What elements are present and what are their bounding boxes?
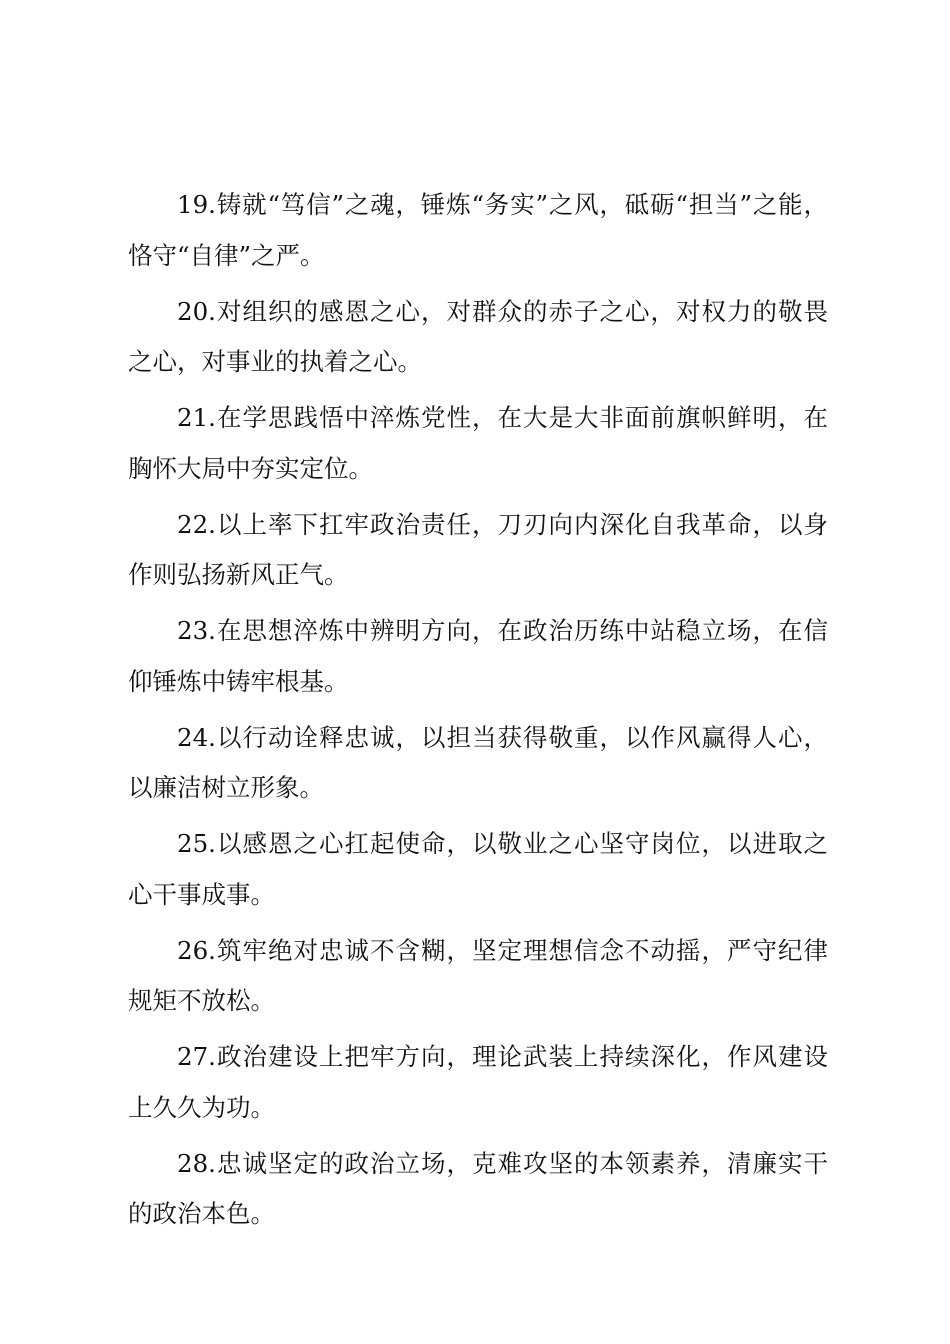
paragraph-21: 21.在学思践悟中淬炼党性，在大是大非面前旗帜鲜明，在胸怀大局中夯实定位。 [128, 403, 828, 483]
paragraph-25: 25.以感恩之心扛起使命，以敬业之心坚守岗位，以进取之心干事成事。 [128, 829, 828, 909]
paragraph-24: 24.以行动诠释忠诚，以担当获得敬重，以作风赢得人心，以廉洁树立形象。 [128, 722, 828, 802]
paragraph-20: 20.对组织的感恩之心，对群众的赤子之心，对权力的敬畏之心，对事业的执着之心。 [128, 296, 828, 376]
paragraph-19: 19.铸就“笃信”之魂，锤炼“务实”之风，砥砺“担当”之能，恪守“自律”之严。 [128, 190, 828, 270]
paragraph-23: 23.在思想淬炼中辨明方向，在政治历练中站稳立场，在信仰锤炼中铸牢根基。 [128, 616, 828, 696]
paragraph-26: 26.筑牢绝对忠诚不含糊，坚定理想信念不动摇，严守纪律规矩不放松。 [128, 935, 828, 1015]
paragraph-27: 27.政治建设上把牢方向，理论武装上持续深化，作风建设上久久为功。 [128, 1042, 828, 1122]
paragraph-28: 28.忠诚坚定的政治立场，克难攻坚的本领素养，清廉实干的政治本色。 [128, 1148, 828, 1228]
document-body [128, 180, 828, 1245]
paragraph-22: 22.以上率下扛牢政治责任，刀刃向内深化自我革命，以身作则弘扬新风正气。 [128, 509, 828, 589]
